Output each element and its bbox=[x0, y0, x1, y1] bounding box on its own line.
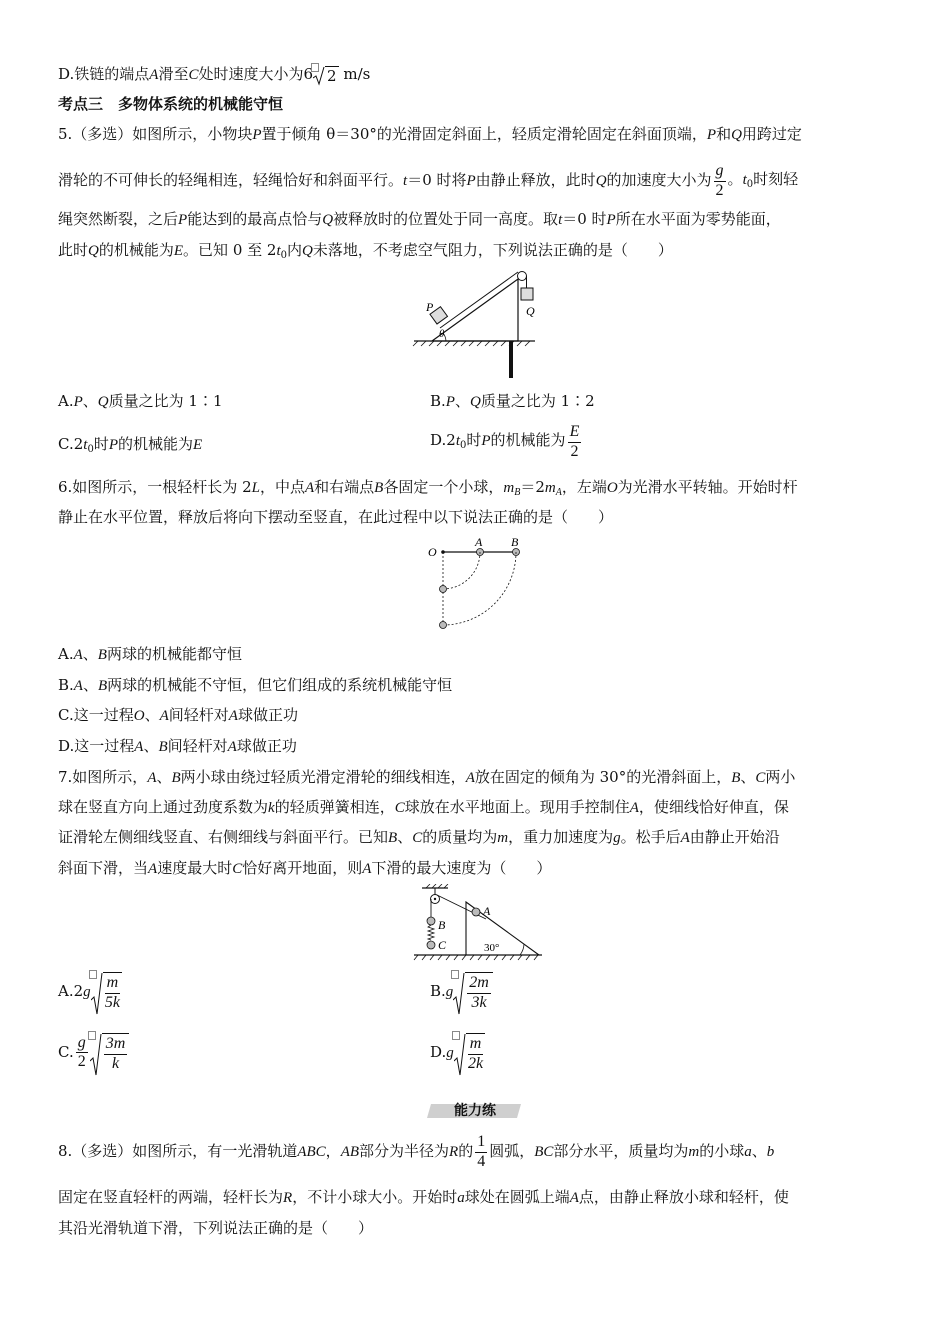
var-a: A bbox=[149, 67, 159, 83]
q7-line-1: 7.如图所示，A、B两小球由绕过轻质光滑定滑轮的细线相连，A放在固定的倾角为 30°的光滑斜面上，B、C两小 bbox=[58, 768, 796, 786]
ball-c-icon bbox=[427, 941, 435, 949]
radicand: 2 bbox=[327, 67, 337, 85]
label-a: A bbox=[483, 904, 491, 918]
table-leg bbox=[509, 341, 513, 378]
sqrt-fraction: $\frac{2m}{3k}$ bbox=[453, 972, 493, 1012]
ball-a-icon bbox=[472, 908, 480, 916]
q5-option-b[interactable]: B.P、Q质量之比为 1∶2 bbox=[430, 392, 595, 410]
q7-option-b[interactable]: B.g $\frac{2m}{3k}$ bbox=[430, 972, 493, 1012]
fraction-one-quarter: $\frac{1}{4}$ bbox=[477, 1133, 486, 1170]
label-angle: 30° bbox=[484, 942, 500, 954]
coef: 6 bbox=[303, 65, 314, 83]
sqrt-expression bbox=[313, 66, 339, 84]
q5-option-c[interactable]: $C.2t_0$时P的机械能为E bbox=[58, 435, 203, 455]
label-o: O bbox=[428, 545, 437, 559]
q7-option-c[interactable]: C. $\frac{g}{2}$ $\frac{3m}{k}$ bbox=[58, 1033, 129, 1073]
q8-line-3: 其沿光滑轨道下滑，下列说法正确的是（ ） bbox=[58, 1219, 374, 1237]
rope-incline bbox=[440, 272, 518, 328]
tag-label: 能力练 bbox=[454, 1103, 496, 1119]
label-b: B bbox=[511, 535, 519, 549]
incline-triangle bbox=[432, 279, 518, 341]
label-q: Q bbox=[526, 304, 535, 318]
ball-b-final-icon bbox=[440, 622, 447, 629]
q6-option-b[interactable]: B.A、B两球的机械能不守恒，但它们组成的系统机械能守恒 bbox=[58, 676, 453, 694]
q5-line-3: 绳突然断裂，之后P能达到的最高点恰与Q被释放时的位置处于同一高度。取t＝0 时P所在水平面为零势能面， bbox=[58, 210, 781, 228]
text: D.铁链的端点 bbox=[58, 65, 150, 83]
q6-option-d[interactable]: D.这一过程A、B间轻杆对A球做正功 bbox=[58, 737, 297, 755]
label-b: B bbox=[438, 918, 446, 932]
arc-b bbox=[443, 552, 516, 625]
label-p: P bbox=[426, 300, 434, 314]
q5-line-4: 此时Q的机械能为E。已知 0 至 $2t_0$内Q未落地，不考虑空气阻力，下列说法正确的是（ ） bbox=[58, 241, 673, 261]
ball-b-icon bbox=[427, 917, 435, 925]
q7-line-4: 斜面下滑，当A速度最大时C恰好离开地面，则A下滑的最大速度为（ ） bbox=[58, 859, 552, 877]
radical-sign-icon bbox=[313, 66, 325, 86]
q5-option-a[interactable]: A.P、Q质量之比为 1∶1 bbox=[58, 392, 223, 410]
text: 处时速度大小为 bbox=[198, 65, 304, 83]
q5-line-2: 滑轮的不可伸长的轻绳相连，轻绳恰好和斜面平行。t＝0 时将P由静止释放，此时Q的加速度大小为 $\frac{g}{2}$ 。$t_0$时刻轻 bbox=[58, 162, 799, 199]
q7-option-a[interactable]: A.2g $\frac{m}{5k}$ bbox=[58, 972, 122, 1012]
ability-tag bbox=[425, 1101, 525, 1121]
sqrt-fraction: $\frac{m}{2k}$ bbox=[454, 1033, 486, 1073]
q6-option-c[interactable]: C.这一过程O、A间轻杆对A球做正功 bbox=[58, 706, 298, 724]
fraction-e-over-2: $\frac{E}{2}$ bbox=[569, 423, 580, 460]
label-theta: θ bbox=[439, 328, 445, 340]
spring-icon bbox=[428, 925, 434, 940]
q6-rod-figure bbox=[425, 534, 525, 634]
ball-a-final-icon bbox=[440, 586, 447, 593]
radical-sign-icon bbox=[90, 1033, 102, 1077]
q7-line-3: 证滑轮左侧细线竖直、右侧细线与斜面平行。已知B、C的质量均为m，重力加速度为g。松手后A由静止开始沿 bbox=[58, 828, 780, 846]
radical-sign-icon bbox=[91, 972, 103, 1016]
sqrt-fraction: $\frac{m}{5k}$ bbox=[91, 972, 123, 1012]
q5-option-d[interactable]: $D.2t_0$时P的机械能为 $\frac{E}{2}$ bbox=[430, 423, 580, 460]
q6-line-2: 静止在水平位置，释放后将向下摆动至竖直，在此过程中以下说法正确的是（ ） bbox=[58, 508, 614, 526]
var-c: C bbox=[188, 67, 199, 83]
sqrt-fraction: $\frac{3m}{k}$ bbox=[90, 1033, 130, 1073]
text: 滑至 bbox=[158, 65, 189, 83]
pulley-icon bbox=[518, 272, 527, 281]
q8-line-2: 固定在竖直轻杆的两端，轻杆长为R，不计小球大小。开始时a球处在圆弧上端A点，由静止释放小球和轻杆，使 bbox=[58, 1188, 789, 1206]
fraction-g-over-2: $\frac{g}{2}$ bbox=[715, 162, 724, 199]
section-title: 考点三 多物体系统的机械能守恒 bbox=[58, 95, 284, 113]
label-c: C bbox=[438, 938, 447, 952]
label-a: A bbox=[475, 535, 483, 549]
q6-line-1: 6.如图所示，一根轻杆长为 2L，中点A和右端点B各固定一个小球，$m_B=2m_A$，左端O为光滑水平转轴。开始时杆 bbox=[58, 478, 798, 498]
angle-arc bbox=[520, 944, 524, 955]
prev-option-d[interactable] bbox=[58, 66, 370, 84]
q5-line-1: 5.（多选）如图所示，小物块P置于倾角 θ＝30°的光滑固定斜面上，轻质定滑轮固定在斜面顶端，P和Q用跨过定 bbox=[58, 125, 802, 143]
q7-line-2: 球在竖直方向上通过劲度系数为k的轻质弹簧相连，C球放在水平地面上。现用手控制住A，使细线恰好伸直，保 bbox=[58, 798, 789, 816]
fraction-g-over-2: $\frac{g}{2}$ bbox=[77, 1033, 86, 1071]
radical-sign-icon bbox=[453, 972, 465, 1016]
q7-spring-figure bbox=[408, 884, 548, 962]
unit: m/s bbox=[343, 65, 371, 83]
ground-hatch bbox=[414, 955, 538, 960]
q8-line-1: 8.（多选）如图所示，有一光滑轨道ABC，AB部分为半径为R的 $\frac{1}{4}$ 圆弧，BC部分水平，质量均为m的小球a、b bbox=[58, 1133, 775, 1170]
q6-option-a[interactable]: A.A、B两球的机械能都守恒 bbox=[58, 645, 242, 663]
block-q-icon bbox=[521, 288, 533, 300]
q5-incline-figure bbox=[410, 266, 550, 381]
arc-a bbox=[443, 552, 480, 589]
radical-sign-icon bbox=[454, 1033, 466, 1077]
q7-option-d[interactable]: D.g $\frac{m}{2k}$ bbox=[430, 1033, 485, 1073]
